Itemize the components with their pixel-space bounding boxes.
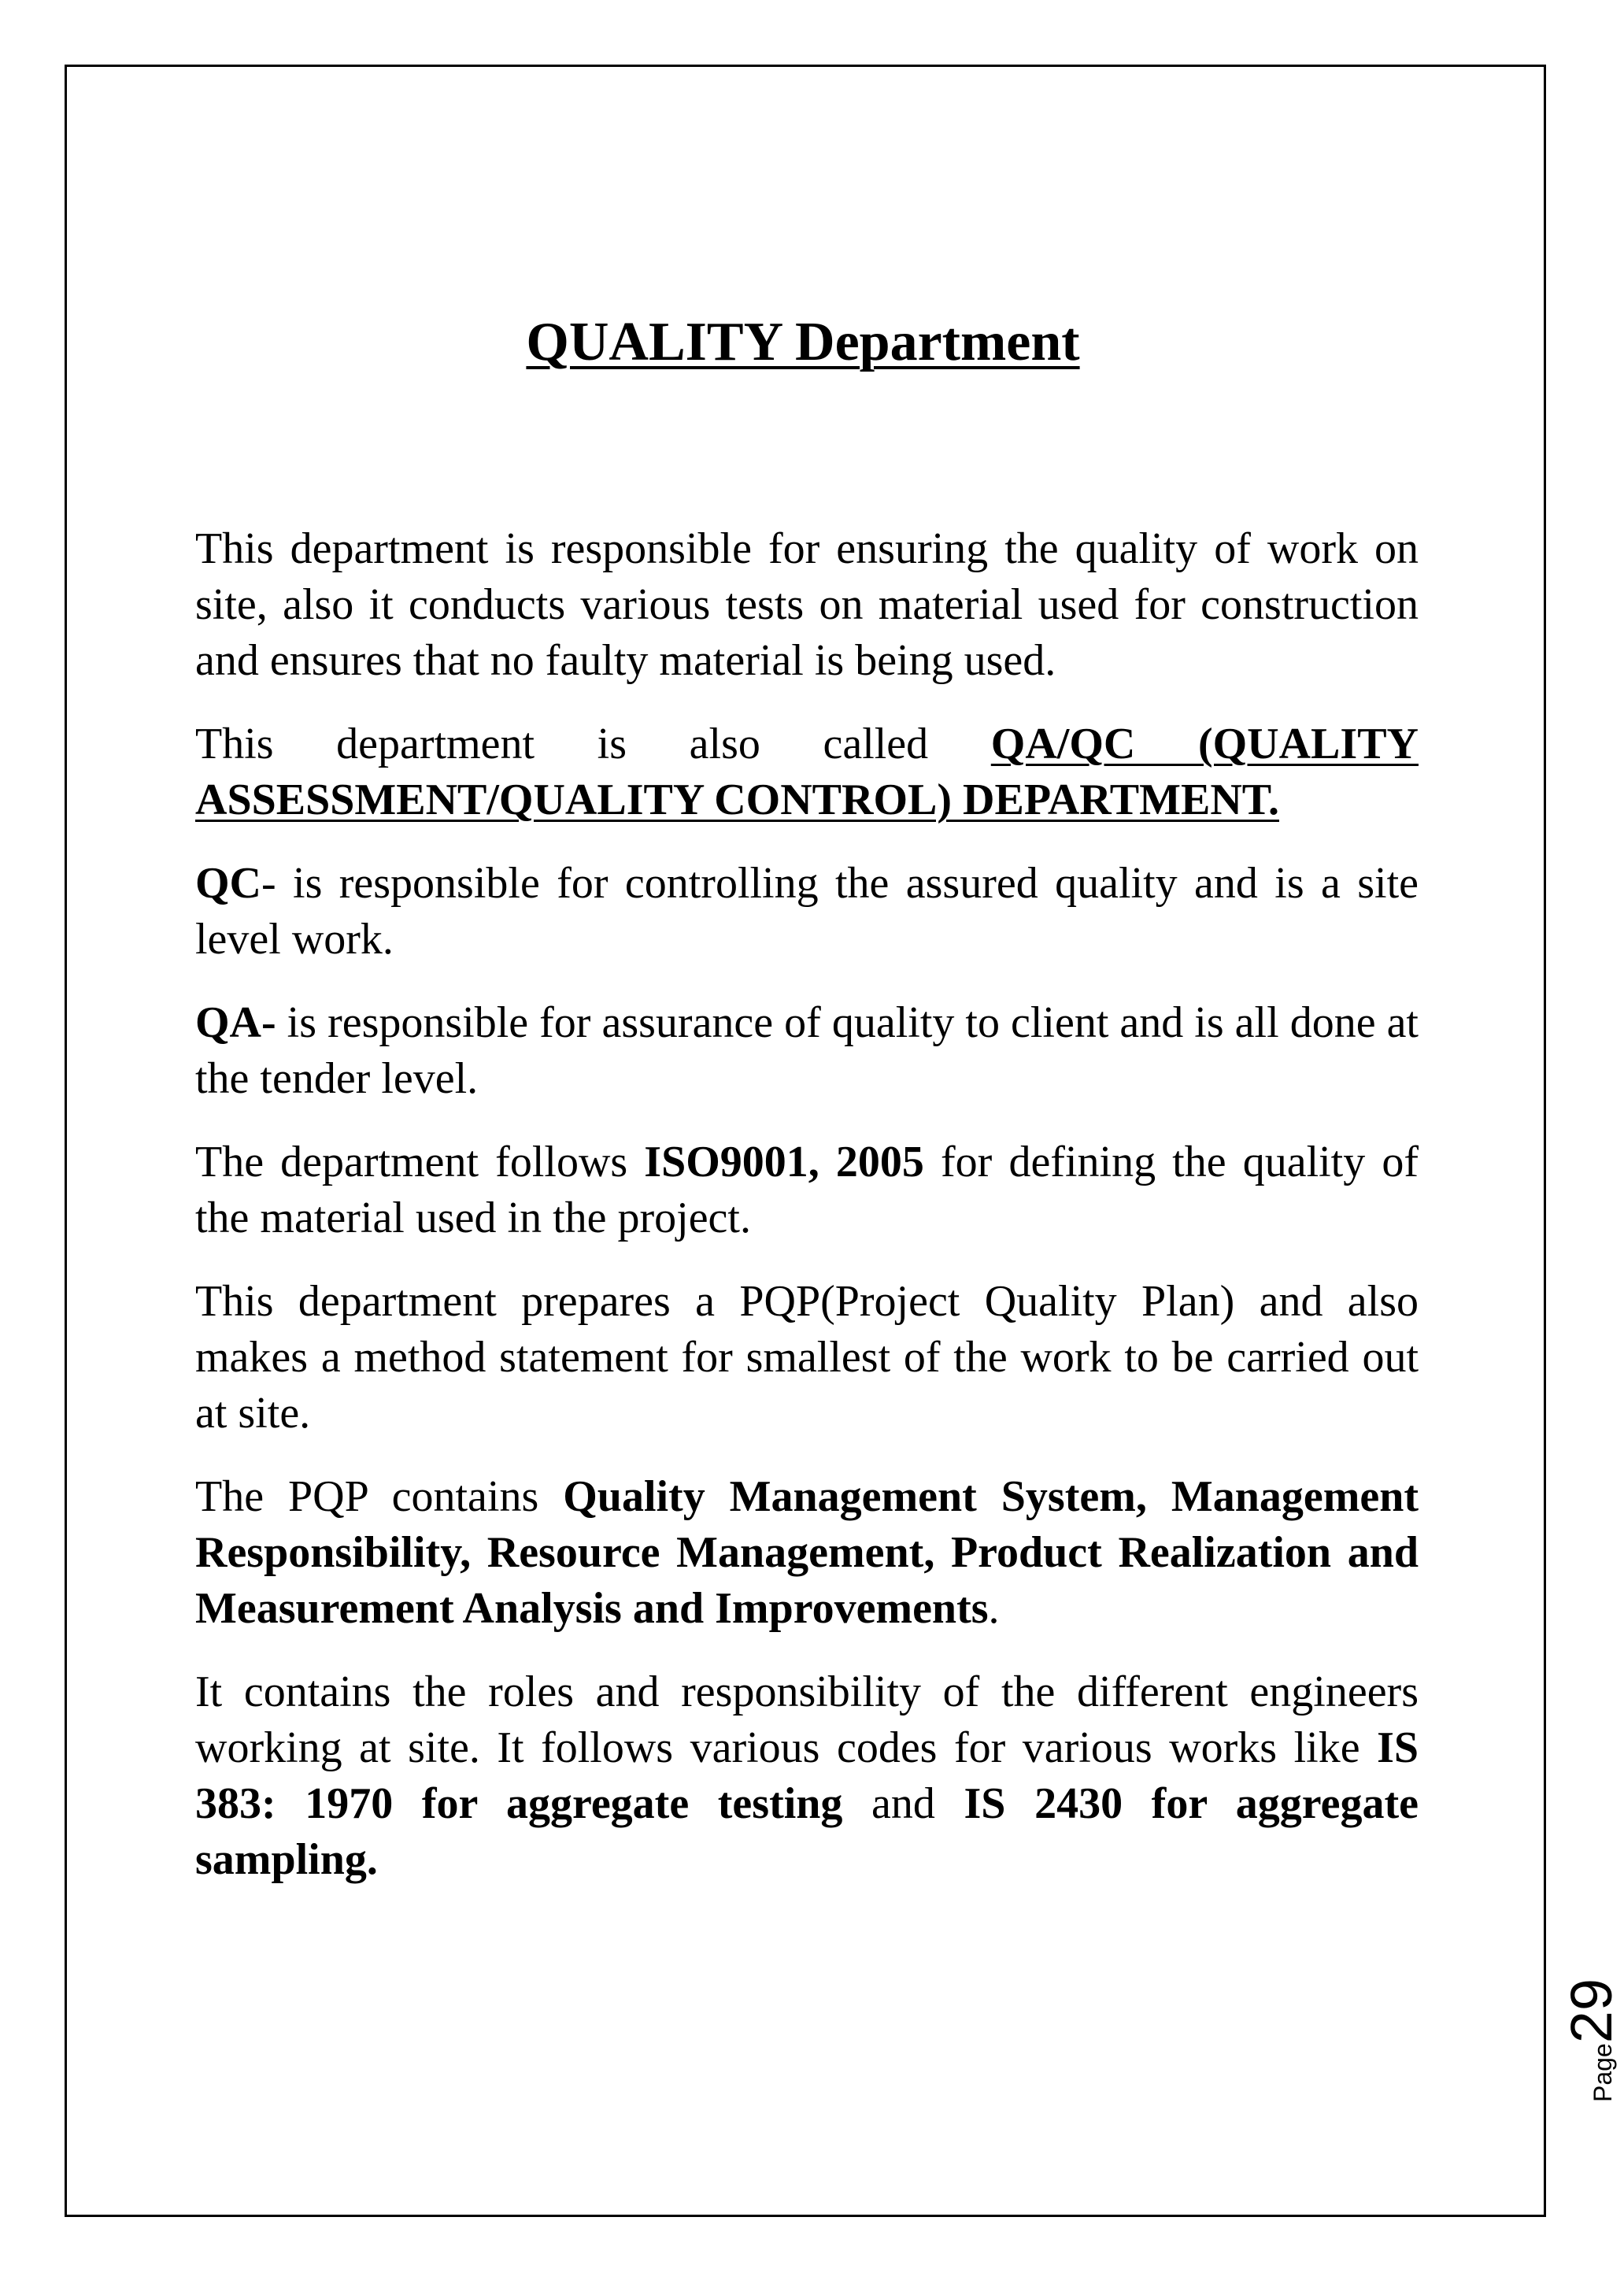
paragraph-qaqc [195,716,1419,828]
pqp-contents-before: The PQP contains [195,1472,564,1521]
iso-text-after: for defining the quality of the material used in the project. [195,1138,1419,1242]
body-content [195,521,1419,1915]
pqp-contents-list: Quality Management System, Management Responsibility, Resource Management, Product Realization and Measurement Analysis and Improvements [195,1472,1419,1633]
page-number-word: Page [1589,2043,1617,2102]
codes-text-mid: and [842,1779,964,1828]
iso-standard: ISO9001, 2005 [644,1138,924,1186]
page-number-rotated [1559,1978,1624,2102]
qa-label: QA- [195,998,276,1047]
page-number-value: 29 [1559,1978,1624,2044]
paragraph-qaqc-text: This department is also called [195,720,991,768]
paragraph-pqp-contents [195,1469,1419,1637]
qa-text: is responsible for assurance of quality to client and is all done at the tender level. [195,998,1419,1103]
paragraph-codes [195,1664,1419,1888]
qc-label: QC [195,859,261,908]
page-title-text: QUALITY Department [526,312,1080,372]
page-number [1559,1978,1624,2220]
paragraph-qc [195,856,1419,968]
page-title [0,307,1612,378]
paragraph-iso [195,1134,1419,1246]
pqp-contents-after: . [988,1584,1000,1633]
codes-text-before: It contains the roles and responsibility of the different engineers working at site. It follows various codes for various works like [195,1667,1419,1772]
iso-text-before: The department follows [195,1138,645,1186]
code-is-383: IS 383: 1970 for aggregate testing [195,1723,1419,1828]
paragraph-intro: This department is responsible for ensuring the quality of work on site, also it conducts various tests on material used for construction and ensures that no faulty material is being used. [195,524,1419,685]
paragraph-pqp: This department prepares a PQP(Project Quality Plan) and also makes a method statement for smallest of the work to be carried out at site. [195,1277,1419,1438]
qaqc-department-name: QA/QC (QUALITY ASSESSMENT/QUALITY CONTROL) DEPARTMENT. [195,720,1419,824]
qc-text: - is responsible for controlling the assured quality and is a site level work. [195,859,1419,964]
paragraph-qa [195,995,1419,1107]
code-is-2430: IS 2430 for aggregate sampling. [195,1779,1419,1884]
